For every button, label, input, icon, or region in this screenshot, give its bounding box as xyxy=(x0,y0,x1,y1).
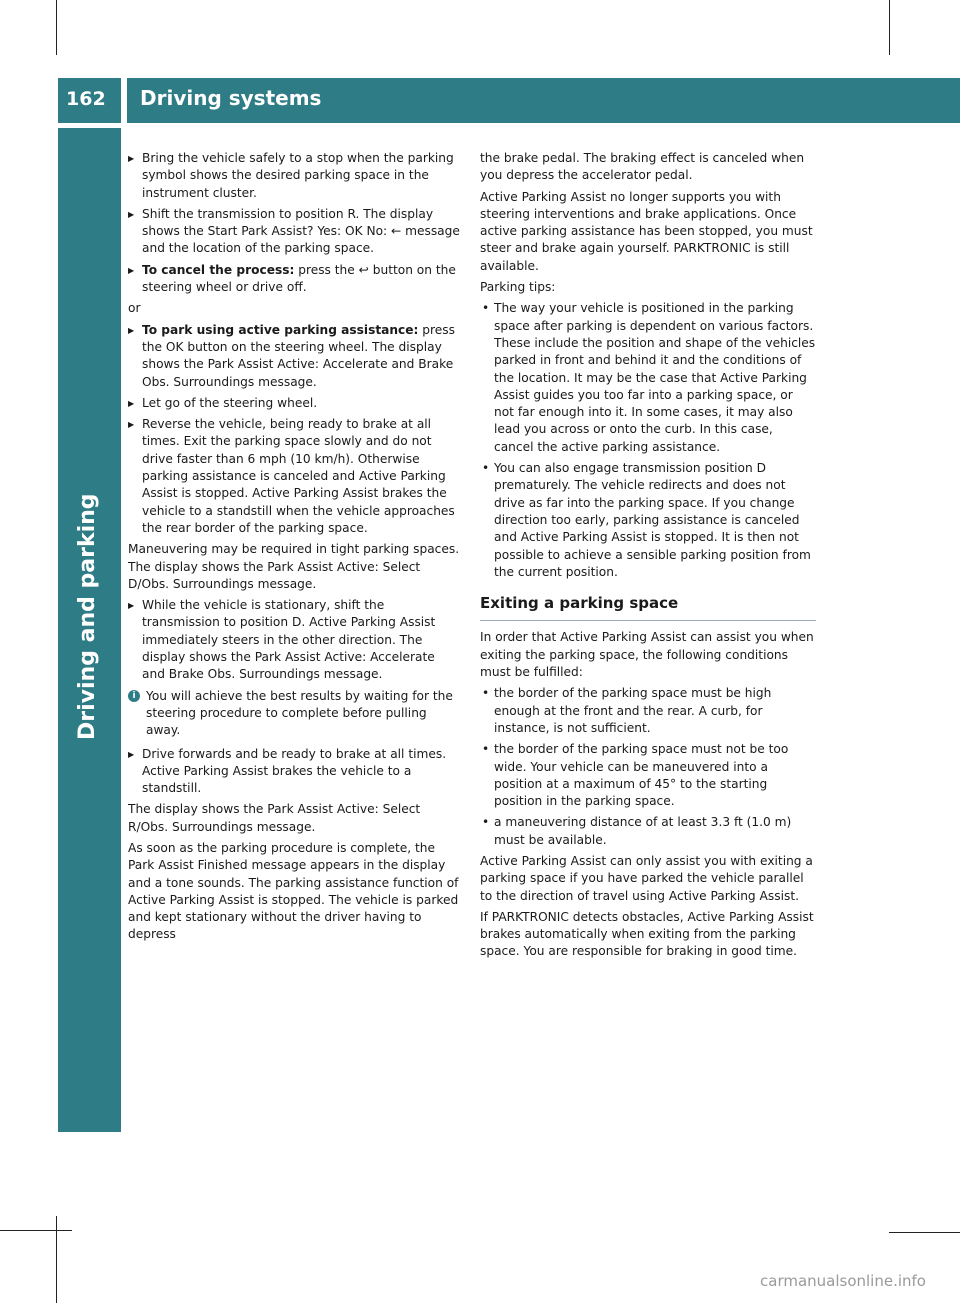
list-item: • the border of the parking space must be high enough at the front and the rear. A curb, for instance, is not sufficient. xyxy=(480,685,816,737)
info-note xyxy=(128,688,460,740)
crop-mark xyxy=(889,1232,960,1233)
paragraph: the brake pedal. The braking effect is canceled when you depress the accelerator pedal. xyxy=(480,151,805,183)
left-column xyxy=(128,150,460,948)
step-text: While the vehicle is stationary, shift the transmission to position D. Active Parking Assist immediately steers in the other direction. The display shows the Park Assist Active: Accelerate and Brake Obs. Surroundings message. xyxy=(142,598,436,682)
crop-mark xyxy=(0,1230,72,1231)
paragraph: or xyxy=(128,301,141,316)
info-icon: i xyxy=(128,690,140,702)
step-text: Drive forwards and be ready to brake at all times. Active Parking Assist brakes the vehicle to a standstill. xyxy=(142,746,447,796)
instruction-step xyxy=(128,262,460,297)
paragraph: In order that Active Parking Assist can assist you when exiting the parking space, the following conditions must be fulfilled: xyxy=(480,630,814,680)
crop-mark xyxy=(889,0,890,55)
instruction-step xyxy=(128,206,460,258)
step-lead: To cancel the process: xyxy=(142,262,295,277)
instruction-step xyxy=(128,416,460,537)
side-tab-label: Driving and parking xyxy=(75,493,100,740)
list-item: • You can also engage transmission position D prematurely. The vehicle redirects and does not drive as far into the parking space. If you change direction too early, parking assistance is canceled and Active Parking Assist is stopped. It is then not possible to achieve a sensible parking position from the current position. xyxy=(480,460,816,581)
instruction-step xyxy=(128,597,460,683)
instruction-step xyxy=(128,395,460,412)
instruction-step xyxy=(128,746,460,798)
watermark: carmanualsonline.info xyxy=(760,1272,926,1290)
right-column xyxy=(480,150,816,965)
page-number: 162 xyxy=(66,88,106,110)
step-text: Shift the transmission to position R. The display shows the Start Park Assist? Yes: OK No: ← message and the location of the parking space. xyxy=(142,206,460,256)
step-text: Bring the vehicle safely to a stop when the parking symbol shows the desired parking space in the instrument cluster. xyxy=(142,151,454,200)
section-heading: Exiting a parking space xyxy=(480,595,816,621)
step-text: press the OK button on the steering wheel. The display shows the Park Assist Active: Accelerate and Brake Obs. Surroundings message. xyxy=(142,322,455,389)
section-title: Driving systems xyxy=(140,86,322,110)
step-text: Reverse the vehicle, being ready to brake at all times. Exit the parking space slowly and do not drive faster than 6 mph (10 km/h). Otherwise parking assistance is canceled and Active Parking Assist is stopped. Active Parking Assist brakes the vehicle to a standstill when the vehicle approaches the rear border of the parking space. xyxy=(142,417,455,535)
paragraph: If PARKTRONIC detects obstacles, Active Parking Assist brakes automatically when exiting from the parking space. You are responsible for braking in good time. xyxy=(480,909,814,959)
paragraph: The display shows the Park Assist Active: Select R/Obs. Surroundings message. xyxy=(128,802,421,834)
paragraph: Active Parking Assist can only assist you with exiting a parking space if you have parked the vehicle parallel to the direction of travel using Active Parking Assist. xyxy=(480,853,813,903)
instruction-step xyxy=(128,150,460,202)
note-text: You will achieve the best results by waiting for the steering procedure to complete before pulling away. xyxy=(146,688,453,738)
paragraph: As soon as the parking procedure is complete, the Park Assist Finished message appears in the display and a tone sounds. The parking assistance function of Active Parking Assist is stopped. The vehicle is parked and kept stationary without the driver having to depress xyxy=(128,840,459,942)
list-item: • the border of the parking space must not be too wide. Your vehicle can be maneuvered into a position at a maximum of 45° to the starting position in the parking space. xyxy=(480,741,816,810)
crop-mark xyxy=(56,1216,57,1303)
step-text: Let go of the steering wheel. xyxy=(142,395,318,410)
step-lead: To park using active parking assistance: xyxy=(142,322,419,337)
list-item: • a maneuvering distance of at least 3.3 ft (1.0 m) must be available. xyxy=(480,814,816,849)
paragraph: Parking tips: xyxy=(480,280,556,295)
instruction-step xyxy=(128,322,460,391)
paragraph: Maneuvering may be required in tight parking spaces. The display shows the Park Assist Active: Select D/Obs. Surroundings message. xyxy=(128,542,460,591)
crop-mark xyxy=(56,0,57,55)
list-item: • The way your vehicle is positioned in the parking space after parking is dependent on various factors. These include the position and shape of the vehicles parked in front and behind it and the conditions of the location. It may be the case that Active Parking Assist guides you too far into a parking space, or not far enough into it. In some cases, it may also lead you across or onto the curb. In this case, cancel the active parking assistance. xyxy=(480,300,816,456)
step-text: press the ↩ button on the steering wheel or drive off. xyxy=(142,262,456,295)
paragraph: Active Parking Assist no longer supports you with steering interventions and brake applications. Once active parking assistance has been stopped, you must steer and brake again yourself. PARKTRONIC is still available. xyxy=(480,189,813,273)
